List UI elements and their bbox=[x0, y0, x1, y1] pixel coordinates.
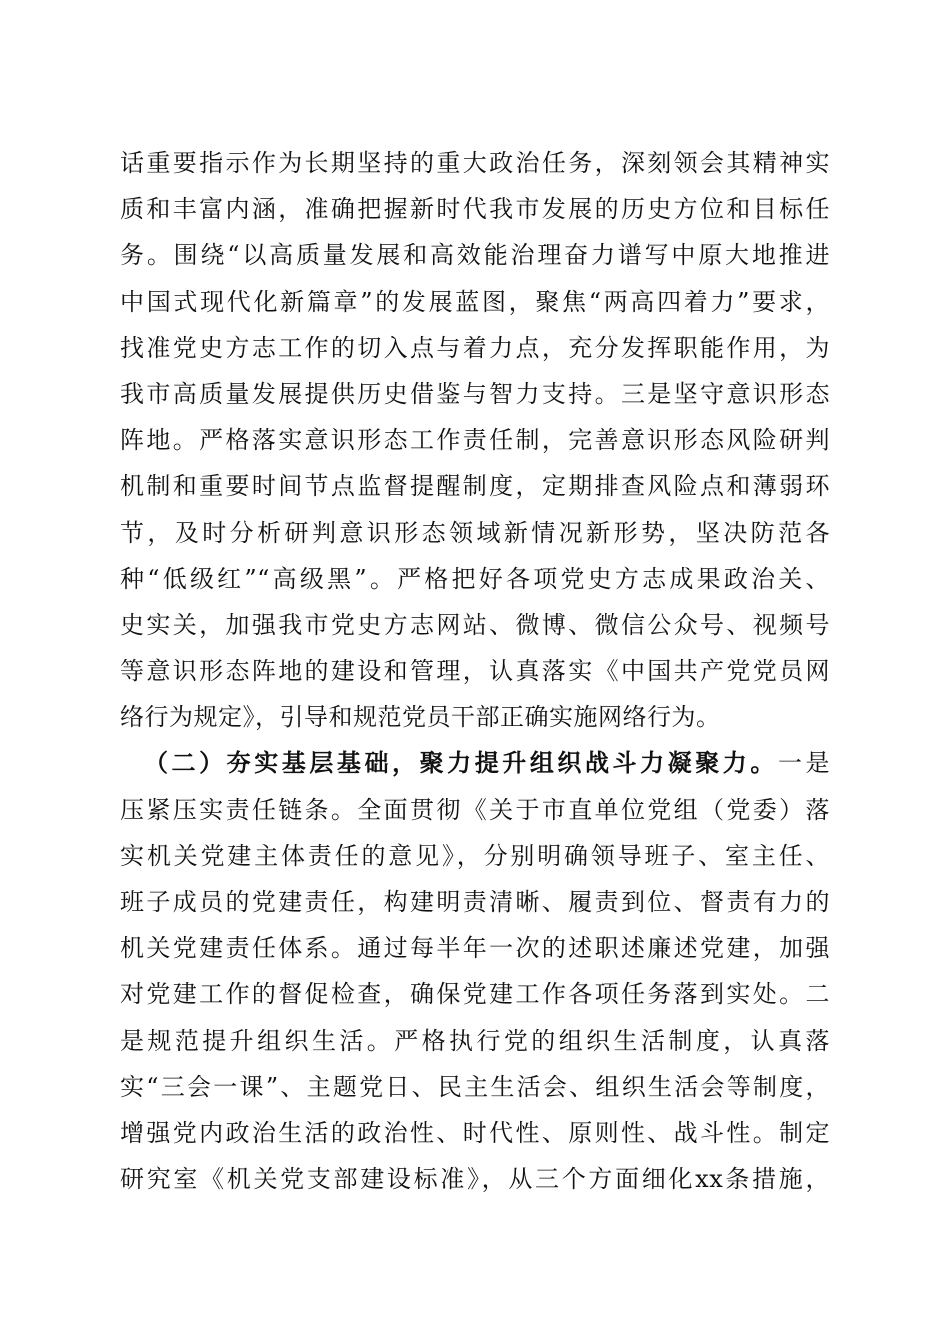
text-line: 话重要指示作为长期坚持的重大政治任务，深刻领会其精神实 bbox=[120, 149, 830, 177]
text-line: 种“低级红”“高级黑”。严格把好各项党史方志成果政治关、 bbox=[120, 564, 830, 593]
text-line: 质和丰富内涵，准确把握新时代我市发展的历史方位和目标任 bbox=[120, 195, 830, 224]
text-line: 实机关党建主体责任的意见》，分别明确领导班子、室主任、 bbox=[120, 841, 830, 870]
section-heading-line bbox=[120, 740, 830, 786]
paragraph-1 bbox=[120, 140, 830, 740]
text-line: 找准党史方志工作的切入点与着力点，充分发挥职能作用，为 bbox=[120, 333, 830, 362]
text-line: 络行为规定》，引导和规范党员干部正确实施网络行为。 bbox=[120, 703, 721, 732]
text-line: 对党建工作的督促检查，确保党建工作各项任务落到实处。二 bbox=[120, 980, 830, 1009]
heading-line-rest: 一是 bbox=[777, 749, 830, 778]
text-line: 等意识形态阵地的建设和管理，认真落实《中国共产党党员网 bbox=[120, 657, 830, 686]
text-line: 阵地。严格落实意识形态工作责任制，完善意识形态风险研判 bbox=[120, 426, 830, 455]
text-line: 节，及时分析研判意识形态领域新情况新形势，坚决防范各 bbox=[120, 518, 830, 547]
text-line: 班子成员的党建责任，构建明责清晰、履责到位、督责有力的 bbox=[120, 888, 830, 916]
document-body bbox=[120, 140, 830, 1202]
text-line: 机关党建责任体系。通过每半年一次的述职述廉述党建，加强 bbox=[120, 934, 830, 963]
section-heading: （二）夯实基层基础，聚力提升组织战斗力凝聚力。 bbox=[144, 748, 778, 778]
text-line: 研究室《机关党支部建设标准》，从三个方面细化xx条措施， bbox=[120, 1165, 830, 1194]
text-line: 是规范提升组织生活。严格执行党的组织生活制度，认真落 bbox=[120, 1026, 830, 1055]
text-line: 务。围绕“以高质量发展和高效能治理奋力谱写中原大地推进 bbox=[120, 241, 830, 270]
text-line: 我市高质量发展提供历史借鉴与智力支持。三是坚守意识形态 bbox=[120, 379, 830, 408]
text-line: 中国式现代化新篇章”的发展蓝图，聚焦“两高四着力”要求， bbox=[120, 287, 830, 316]
text-line: 压紧压实责任链条。全面贯彻《关于市直单位党组（党委）落 bbox=[120, 795, 830, 824]
text-line: 史实关，加强我市党史方志网站、微博、微信公众号、视频号 bbox=[120, 610, 830, 639]
paragraph-2 bbox=[120, 740, 830, 1202]
text-line: 实“三会一课”、主题党日、民主生活会、组织生活会等制度， bbox=[120, 1072, 830, 1101]
text-line: 增强党内政治生活的政治性、时代性、原则性、战斗性。制定 bbox=[120, 1118, 830, 1147]
text-line: 机制和重要时间节点监督提醒制度，定期排查风险点和薄弱环 bbox=[120, 472, 830, 501]
